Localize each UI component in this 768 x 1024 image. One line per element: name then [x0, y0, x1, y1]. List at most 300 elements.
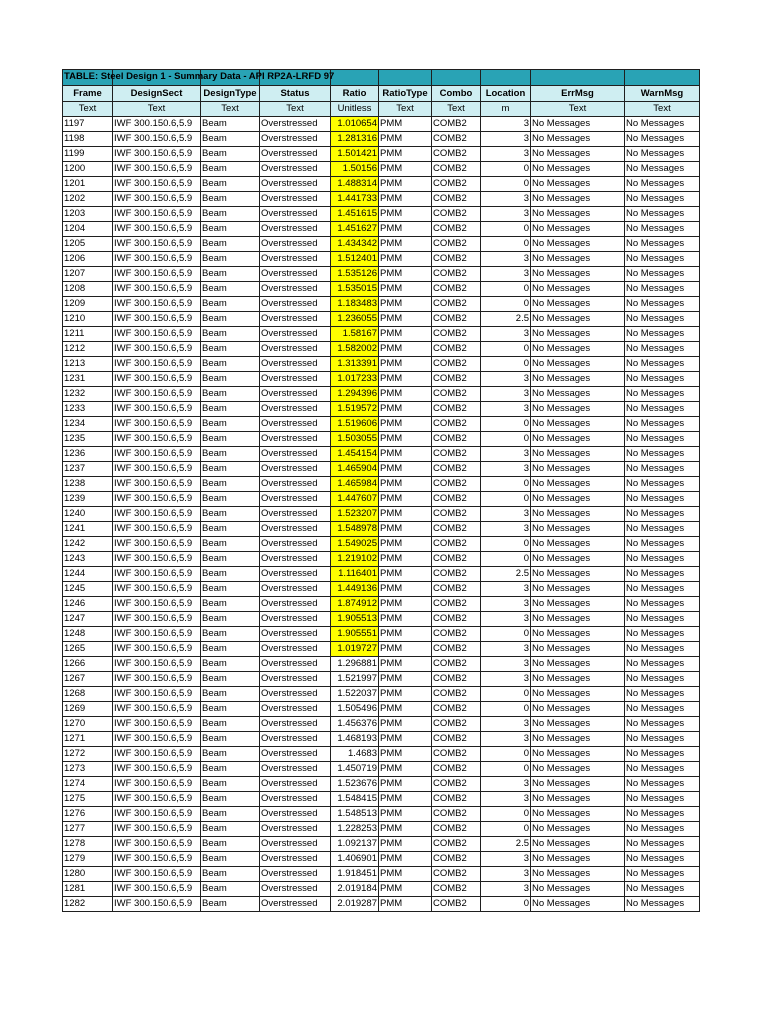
column-header[interactable]: RatioType — [379, 86, 432, 102]
status-cell[interactable]: Overstressed — [260, 657, 331, 672]
warn-msg-cell[interactable]: No Messages — [625, 882, 700, 897]
design-type-cell[interactable]: Beam — [201, 822, 260, 837]
design-sect-cell[interactable]: IWF 300.150.6,5.9 — [113, 162, 201, 177]
status-cell[interactable]: Overstressed — [260, 432, 331, 447]
combo-cell[interactable]: COMB2 — [432, 357, 481, 372]
warn-msg-cell[interactable]: No Messages — [625, 117, 700, 132]
combo-cell[interactable]: COMB2 — [432, 762, 481, 777]
ratio-type-cell[interactable]: PMM — [379, 297, 432, 312]
design-type-cell[interactable]: Beam — [201, 432, 260, 447]
frame-cell[interactable]: 1240 — [63, 507, 113, 522]
combo-cell[interactable]: COMB2 — [432, 402, 481, 417]
design-type-cell[interactable]: Beam — [201, 732, 260, 747]
design-sect-cell[interactable]: IWF 300.150.6,5.9 — [113, 822, 201, 837]
unit-cell[interactable]: Text — [113, 102, 201, 117]
frame-cell[interactable]: 1241 — [63, 522, 113, 537]
design-type-cell[interactable]: Beam — [201, 552, 260, 567]
ratio-type-cell[interactable]: PMM — [379, 207, 432, 222]
design-sect-cell[interactable]: IWF 300.150.6,5.9 — [113, 207, 201, 222]
status-cell[interactable]: Overstressed — [260, 297, 331, 312]
ratio-type-cell[interactable]: PMM — [379, 162, 432, 177]
design-sect-cell[interactable]: IWF 300.150.6,5.9 — [113, 432, 201, 447]
ratio-type-cell[interactable]: PMM — [379, 237, 432, 252]
ratio-type-cell[interactable]: PMM — [379, 282, 432, 297]
ratio-type-cell[interactable]: PMM — [379, 402, 432, 417]
warn-msg-cell[interactable]: No Messages — [625, 342, 700, 357]
frame-cell[interactable]: 1281 — [63, 882, 113, 897]
ratio-cell[interactable]: 1.294396 — [331, 387, 379, 402]
location-cell[interactable]: 0 — [481, 477, 531, 492]
design-type-cell[interactable]: Beam — [201, 507, 260, 522]
status-cell[interactable]: Overstressed — [260, 852, 331, 867]
combo-cell[interactable]: COMB2 — [432, 252, 481, 267]
ratio-type-cell[interactable]: PMM — [379, 522, 432, 537]
ratio-cell[interactable]: 1.447607 — [331, 492, 379, 507]
location-cell[interactable]: 3 — [481, 672, 531, 687]
location-cell[interactable]: 3 — [481, 447, 531, 462]
status-cell[interactable]: Overstressed — [260, 567, 331, 582]
design-sect-cell[interactable]: IWF 300.150.6,5.9 — [113, 732, 201, 747]
ratio-type-cell[interactable]: PMM — [379, 747, 432, 762]
ratio-type-cell[interactable]: PMM — [379, 192, 432, 207]
warn-msg-cell[interactable]: No Messages — [625, 297, 700, 312]
frame-cell[interactable]: 1269 — [63, 702, 113, 717]
err-msg-cell[interactable]: No Messages — [531, 507, 625, 522]
design-type-cell[interactable]: Beam — [201, 402, 260, 417]
ratio-cell[interactable]: 1.522037 — [331, 687, 379, 702]
warn-msg-cell[interactable]: No Messages — [625, 147, 700, 162]
frame-cell[interactable]: 1213 — [63, 357, 113, 372]
frame-cell[interactable]: 1234 — [63, 417, 113, 432]
ratio-type-cell[interactable]: PMM — [379, 387, 432, 402]
location-cell[interactable]: 0 — [481, 177, 531, 192]
location-cell[interactable]: 0 — [481, 357, 531, 372]
location-cell[interactable]: 0 — [481, 282, 531, 297]
design-sect-cell[interactable]: IWF 300.150.6,5.9 — [113, 177, 201, 192]
column-header[interactable]: Combo — [432, 86, 481, 102]
frame-cell[interactable]: 1212 — [63, 342, 113, 357]
design-sect-cell[interactable]: IWF 300.150.6,5.9 — [113, 612, 201, 627]
status-cell[interactable]: Overstressed — [260, 252, 331, 267]
combo-cell[interactable]: COMB2 — [432, 732, 481, 747]
ratio-cell[interactable]: 1.519572 — [331, 402, 379, 417]
design-sect-cell[interactable]: IWF 300.150.6,5.9 — [113, 807, 201, 822]
design-type-cell[interactable]: Beam — [201, 282, 260, 297]
err-msg-cell[interactable]: No Messages — [531, 387, 625, 402]
err-msg-cell[interactable]: No Messages — [531, 237, 625, 252]
design-sect-cell[interactable]: IWF 300.150.6,5.9 — [113, 402, 201, 417]
err-msg-cell[interactable]: No Messages — [531, 702, 625, 717]
status-cell[interactable]: Overstressed — [260, 747, 331, 762]
status-cell[interactable]: Overstressed — [260, 282, 331, 297]
design-sect-cell[interactable]: IWF 300.150.6,5.9 — [113, 447, 201, 462]
design-sect-cell[interactable]: IWF 300.150.6,5.9 — [113, 192, 201, 207]
ratio-cell[interactable]: 1.519606 — [331, 417, 379, 432]
location-cell[interactable]: 3 — [481, 507, 531, 522]
ratio-cell[interactable]: 1.313391 — [331, 357, 379, 372]
ratio-type-cell[interactable]: PMM — [379, 687, 432, 702]
combo-cell[interactable]: COMB2 — [432, 132, 481, 147]
location-cell[interactable]: 3 — [481, 267, 531, 282]
ratio-cell[interactable]: 1.468193 — [331, 732, 379, 747]
location-cell[interactable]: 3 — [481, 582, 531, 597]
warn-msg-cell[interactable]: No Messages — [625, 177, 700, 192]
design-sect-cell[interactable]: IWF 300.150.6,5.9 — [113, 507, 201, 522]
warn-msg-cell[interactable]: No Messages — [625, 192, 700, 207]
design-sect-cell[interactable]: IWF 300.150.6,5.9 — [113, 567, 201, 582]
ratio-type-cell[interactable]: PMM — [379, 732, 432, 747]
design-sect-cell[interactable]: IWF 300.150.6,5.9 — [113, 282, 201, 297]
unit-cell[interactable]: Text — [531, 102, 625, 117]
location-cell[interactable]: 0 — [481, 237, 531, 252]
status-cell[interactable]: Overstressed — [260, 192, 331, 207]
location-cell[interactable]: 0 — [481, 687, 531, 702]
err-msg-cell[interactable]: No Messages — [531, 327, 625, 342]
combo-cell[interactable]: COMB2 — [432, 657, 481, 672]
status-cell[interactable]: Overstressed — [260, 717, 331, 732]
status-cell[interactable]: Overstressed — [260, 342, 331, 357]
design-sect-cell[interactable]: IWF 300.150.6,5.9 — [113, 147, 201, 162]
ratio-cell[interactable]: 2.019287 — [331, 897, 379, 912]
warn-msg-cell[interactable]: No Messages — [625, 492, 700, 507]
design-type-cell[interactable]: Beam — [201, 267, 260, 282]
ratio-cell[interactable]: 1.183483 — [331, 297, 379, 312]
ratio-cell[interactable]: 1.228253 — [331, 822, 379, 837]
err-msg-cell[interactable]: No Messages — [531, 882, 625, 897]
status-cell[interactable]: Overstressed — [260, 687, 331, 702]
ratio-cell[interactable]: 1.456376 — [331, 717, 379, 732]
ratio-type-cell[interactable]: PMM — [379, 867, 432, 882]
design-sect-cell[interactable]: IWF 300.150.6,5.9 — [113, 492, 201, 507]
design-sect-cell[interactable]: IWF 300.150.6,5.9 — [113, 627, 201, 642]
ratio-type-cell[interactable]: PMM — [379, 447, 432, 462]
location-cell[interactable]: 3 — [481, 852, 531, 867]
frame-cell[interactable]: 1248 — [63, 627, 113, 642]
status-cell[interactable]: Overstressed — [260, 447, 331, 462]
err-msg-cell[interactable]: No Messages — [531, 657, 625, 672]
status-cell[interactable]: Overstressed — [260, 312, 331, 327]
design-sect-cell[interactable]: IWF 300.150.6,5.9 — [113, 132, 201, 147]
design-type-cell[interactable]: Beam — [201, 252, 260, 267]
ratio-type-cell[interactable]: PMM — [379, 582, 432, 597]
ratio-cell[interactable]: 1.406901 — [331, 852, 379, 867]
design-type-cell[interactable]: Beam — [201, 342, 260, 357]
ratio-cell[interactable]: 1.019727 — [331, 642, 379, 657]
err-msg-cell[interactable]: No Messages — [531, 477, 625, 492]
combo-cell[interactable]: COMB2 — [432, 597, 481, 612]
warn-msg-cell[interactable]: No Messages — [625, 402, 700, 417]
ratio-cell[interactable]: 1.116401 — [331, 567, 379, 582]
combo-cell[interactable]: COMB2 — [432, 747, 481, 762]
design-sect-cell[interactable]: IWF 300.150.6,5.9 — [113, 717, 201, 732]
warn-msg-cell[interactable]: No Messages — [625, 657, 700, 672]
design-sect-cell[interactable]: IWF 300.150.6,5.9 — [113, 222, 201, 237]
err-msg-cell[interactable]: No Messages — [531, 627, 625, 642]
ratio-type-cell[interactable]: PMM — [379, 552, 432, 567]
ratio-cell[interactable]: 1.523207 — [331, 507, 379, 522]
combo-cell[interactable]: COMB2 — [432, 687, 481, 702]
combo-cell[interactable]: COMB2 — [432, 522, 481, 537]
frame-cell[interactable]: 1273 — [63, 762, 113, 777]
combo-cell[interactable]: COMB2 — [432, 792, 481, 807]
ratio-type-cell[interactable]: PMM — [379, 717, 432, 732]
frame-cell[interactable]: 1266 — [63, 657, 113, 672]
warn-msg-cell[interactable]: No Messages — [625, 807, 700, 822]
design-sect-cell[interactable]: IWF 300.150.6,5.9 — [113, 702, 201, 717]
combo-cell[interactable]: COMB2 — [432, 147, 481, 162]
design-type-cell[interactable]: Beam — [201, 657, 260, 672]
warn-msg-cell[interactable]: No Messages — [625, 612, 700, 627]
err-msg-cell[interactable]: No Messages — [531, 522, 625, 537]
status-cell[interactable]: Overstressed — [260, 372, 331, 387]
frame-cell[interactable]: 1208 — [63, 282, 113, 297]
warn-msg-cell[interactable]: No Messages — [625, 252, 700, 267]
column-header[interactable]: Location — [481, 86, 531, 102]
err-msg-cell[interactable]: No Messages — [531, 402, 625, 417]
ratio-type-cell[interactable]: PMM — [379, 792, 432, 807]
frame-cell[interactable]: 1200 — [63, 162, 113, 177]
ratio-cell[interactable]: 1.281316 — [331, 132, 379, 147]
combo-cell[interactable]: COMB2 — [432, 222, 481, 237]
design-sect-cell[interactable]: IWF 300.150.6,5.9 — [113, 852, 201, 867]
design-sect-cell[interactable]: IWF 300.150.6,5.9 — [113, 267, 201, 282]
warn-msg-cell[interactable]: No Messages — [625, 627, 700, 642]
ratio-cell[interactable]: 1.548513 — [331, 807, 379, 822]
ratio-cell[interactable]: 1.465984 — [331, 477, 379, 492]
design-type-cell[interactable]: Beam — [201, 162, 260, 177]
warn-msg-cell[interactable]: No Messages — [625, 702, 700, 717]
ratio-cell[interactable]: 1.582002 — [331, 342, 379, 357]
design-type-cell[interactable]: Beam — [201, 522, 260, 537]
design-type-cell[interactable]: Beam — [201, 597, 260, 612]
combo-cell[interactable]: COMB2 — [432, 387, 481, 402]
location-cell[interactable]: 3 — [481, 597, 531, 612]
combo-cell[interactable]: COMB2 — [432, 342, 481, 357]
ratio-cell[interactable]: 1.451615 — [331, 207, 379, 222]
design-sect-cell[interactable]: IWF 300.150.6,5.9 — [113, 312, 201, 327]
warn-msg-cell[interactable]: No Messages — [625, 387, 700, 402]
ratio-cell[interactable]: 1.450719 — [331, 762, 379, 777]
warn-msg-cell[interactable]: No Messages — [625, 717, 700, 732]
status-cell[interactable]: Overstressed — [260, 357, 331, 372]
ratio-cell[interactable]: 1.4683 — [331, 747, 379, 762]
frame-cell[interactable]: 1199 — [63, 147, 113, 162]
ratio-cell[interactable]: 1.092137 — [331, 837, 379, 852]
err-msg-cell[interactable]: No Messages — [531, 582, 625, 597]
design-sect-cell[interactable]: IWF 300.150.6,5.9 — [113, 387, 201, 402]
combo-cell[interactable]: COMB2 — [432, 312, 481, 327]
err-msg-cell[interactable]: No Messages — [531, 462, 625, 477]
ratio-type-cell[interactable]: PMM — [379, 507, 432, 522]
status-cell[interactable]: Overstressed — [260, 132, 331, 147]
warn-msg-cell[interactable]: No Messages — [625, 237, 700, 252]
design-type-cell[interactable]: Beam — [201, 477, 260, 492]
frame-cell[interactable]: 1242 — [63, 537, 113, 552]
status-cell[interactable]: Overstressed — [260, 147, 331, 162]
design-type-cell[interactable]: Beam — [201, 837, 260, 852]
status-cell[interactable]: Overstressed — [260, 507, 331, 522]
status-cell[interactable]: Overstressed — [260, 237, 331, 252]
warn-msg-cell[interactable]: No Messages — [625, 327, 700, 342]
ratio-cell[interactable]: 1.535126 — [331, 267, 379, 282]
status-cell[interactable]: Overstressed — [260, 597, 331, 612]
design-sect-cell[interactable]: IWF 300.150.6,5.9 — [113, 522, 201, 537]
design-sect-cell[interactable]: IWF 300.150.6,5.9 — [113, 882, 201, 897]
status-cell[interactable]: Overstressed — [260, 792, 331, 807]
location-cell[interactable]: 3 — [481, 732, 531, 747]
warn-msg-cell[interactable]: No Messages — [625, 447, 700, 462]
ratio-type-cell[interactable]: PMM — [379, 432, 432, 447]
design-type-cell[interactable]: Beam — [201, 312, 260, 327]
ratio-cell[interactable]: 1.501421 — [331, 147, 379, 162]
frame-cell[interactable]: 1201 — [63, 177, 113, 192]
location-cell[interactable]: 3 — [481, 717, 531, 732]
frame-cell[interactable]: 1282 — [63, 897, 113, 912]
combo-cell[interactable]: COMB2 — [432, 372, 481, 387]
location-cell[interactable]: 0 — [481, 162, 531, 177]
status-cell[interactable]: Overstressed — [260, 897, 331, 912]
design-sect-cell[interactable]: IWF 300.150.6,5.9 — [113, 252, 201, 267]
frame-cell[interactable]: 1275 — [63, 792, 113, 807]
frame-cell[interactable]: 1244 — [63, 567, 113, 582]
frame-cell[interactable]: 1245 — [63, 582, 113, 597]
status-cell[interactable]: Overstressed — [260, 462, 331, 477]
frame-cell[interactable]: 1203 — [63, 207, 113, 222]
combo-cell[interactable]: COMB2 — [432, 612, 481, 627]
ratio-cell[interactable]: 1.010654 — [331, 117, 379, 132]
err-msg-cell[interactable]: No Messages — [531, 762, 625, 777]
ratio-cell[interactable]: 1.523676 — [331, 777, 379, 792]
combo-cell[interactable]: COMB2 — [432, 237, 481, 252]
ratio-type-cell[interactable]: PMM — [379, 417, 432, 432]
status-cell[interactable]: Overstressed — [260, 477, 331, 492]
err-msg-cell[interactable]: No Messages — [531, 597, 625, 612]
design-type-cell[interactable]: Beam — [201, 327, 260, 342]
ratio-cell[interactable]: 1.449136 — [331, 582, 379, 597]
status-cell[interactable]: Overstressed — [260, 387, 331, 402]
ratio-cell[interactable]: 1.488314 — [331, 177, 379, 192]
design-type-cell[interactable]: Beam — [201, 567, 260, 582]
status-cell[interactable]: Overstressed — [260, 822, 331, 837]
err-msg-cell[interactable]: No Messages — [531, 852, 625, 867]
ratio-type-cell[interactable]: PMM — [379, 477, 432, 492]
design-type-cell[interactable]: Beam — [201, 717, 260, 732]
location-cell[interactable]: 0 — [481, 342, 531, 357]
design-sect-cell[interactable]: IWF 300.150.6,5.9 — [113, 642, 201, 657]
location-cell[interactable]: 0 — [481, 762, 531, 777]
ratio-cell[interactable]: 1.451627 — [331, 222, 379, 237]
ratio-type-cell[interactable]: PMM — [379, 267, 432, 282]
err-msg-cell[interactable]: No Messages — [531, 447, 625, 462]
location-cell[interactable]: 0 — [481, 432, 531, 447]
ratio-type-cell[interactable]: PMM — [379, 807, 432, 822]
combo-cell[interactable]: COMB2 — [432, 582, 481, 597]
ratio-type-cell[interactable]: PMM — [379, 252, 432, 267]
err-msg-cell[interactable]: No Messages — [531, 297, 625, 312]
frame-cell[interactable]: 1205 — [63, 237, 113, 252]
err-msg-cell[interactable]: No Messages — [531, 132, 625, 147]
frame-cell[interactable]: 1280 — [63, 867, 113, 882]
status-cell[interactable]: Overstressed — [260, 537, 331, 552]
combo-cell[interactable]: COMB2 — [432, 267, 481, 282]
design-type-cell[interactable]: Beam — [201, 357, 260, 372]
location-cell[interactable]: 0 — [481, 297, 531, 312]
location-cell[interactable]: 3 — [481, 792, 531, 807]
frame-cell[interactable]: 1231 — [63, 372, 113, 387]
ratio-type-cell[interactable]: PMM — [379, 657, 432, 672]
frame-cell[interactable]: 1209 — [63, 297, 113, 312]
status-cell[interactable]: Overstressed — [260, 267, 331, 282]
err-msg-cell[interactable]: No Messages — [531, 342, 625, 357]
design-type-cell[interactable]: Beam — [201, 207, 260, 222]
err-msg-cell[interactable]: No Messages — [531, 147, 625, 162]
frame-cell[interactable]: 1210 — [63, 312, 113, 327]
design-type-cell[interactable]: Beam — [201, 537, 260, 552]
design-type-cell[interactable]: Beam — [201, 147, 260, 162]
combo-cell[interactable]: COMB2 — [432, 207, 481, 222]
design-type-cell[interactable]: Beam — [201, 897, 260, 912]
location-cell[interactable]: 0 — [481, 807, 531, 822]
ratio-type-cell[interactable]: PMM — [379, 372, 432, 387]
warn-msg-cell[interactable]: No Messages — [625, 507, 700, 522]
status-cell[interactable]: Overstressed — [260, 777, 331, 792]
frame-cell[interactable]: 1247 — [63, 612, 113, 627]
design-type-cell[interactable]: Beam — [201, 762, 260, 777]
status-cell[interactable]: Overstressed — [260, 522, 331, 537]
location-cell[interactable]: 3 — [481, 372, 531, 387]
ratio-type-cell[interactable]: PMM — [379, 897, 432, 912]
err-msg-cell[interactable]: No Messages — [531, 747, 625, 762]
design-type-cell[interactable]: Beam — [201, 882, 260, 897]
location-cell[interactable]: 0 — [481, 702, 531, 717]
location-cell[interactable]: 3 — [481, 657, 531, 672]
design-type-cell[interactable]: Beam — [201, 672, 260, 687]
err-msg-cell[interactable]: No Messages — [531, 117, 625, 132]
frame-cell[interactable]: 1243 — [63, 552, 113, 567]
design-sect-cell[interactable]: IWF 300.150.6,5.9 — [113, 837, 201, 852]
err-msg-cell[interactable]: No Messages — [531, 717, 625, 732]
combo-cell[interactable]: COMB2 — [432, 537, 481, 552]
status-cell[interactable]: Overstressed — [260, 207, 331, 222]
warn-msg-cell[interactable]: No Messages — [625, 852, 700, 867]
location-cell[interactable]: 0 — [481, 627, 531, 642]
warn-msg-cell[interactable]: No Messages — [625, 762, 700, 777]
warn-msg-cell[interactable]: No Messages — [625, 357, 700, 372]
combo-cell[interactable]: COMB2 — [432, 432, 481, 447]
ratio-type-cell[interactable]: PMM — [379, 177, 432, 192]
design-type-cell[interactable]: Beam — [201, 582, 260, 597]
column-header[interactable]: Status — [260, 86, 331, 102]
warn-msg-cell[interactable]: No Messages — [625, 552, 700, 567]
ratio-type-cell[interactable]: PMM — [379, 357, 432, 372]
ratio-cell[interactable]: 1.505496 — [331, 702, 379, 717]
column-header[interactable]: DesignSect — [113, 86, 201, 102]
combo-cell[interactable]: COMB2 — [432, 837, 481, 852]
ratio-type-cell[interactable]: PMM — [379, 672, 432, 687]
warn-msg-cell[interactable]: No Messages — [625, 477, 700, 492]
frame-cell[interactable]: 1198 — [63, 132, 113, 147]
ratio-cell[interactable]: 1.296881 — [331, 657, 379, 672]
warn-msg-cell[interactable]: No Messages — [625, 642, 700, 657]
combo-cell[interactable]: COMB2 — [432, 552, 481, 567]
warn-msg-cell[interactable]: No Messages — [625, 462, 700, 477]
frame-cell[interactable]: 1270 — [63, 717, 113, 732]
combo-cell[interactable]: COMB2 — [432, 117, 481, 132]
combo-cell[interactable]: COMB2 — [432, 162, 481, 177]
location-cell[interactable]: 3 — [481, 252, 531, 267]
combo-cell[interactable]: COMB2 — [432, 417, 481, 432]
ratio-cell[interactable]: 1.549025 — [331, 537, 379, 552]
